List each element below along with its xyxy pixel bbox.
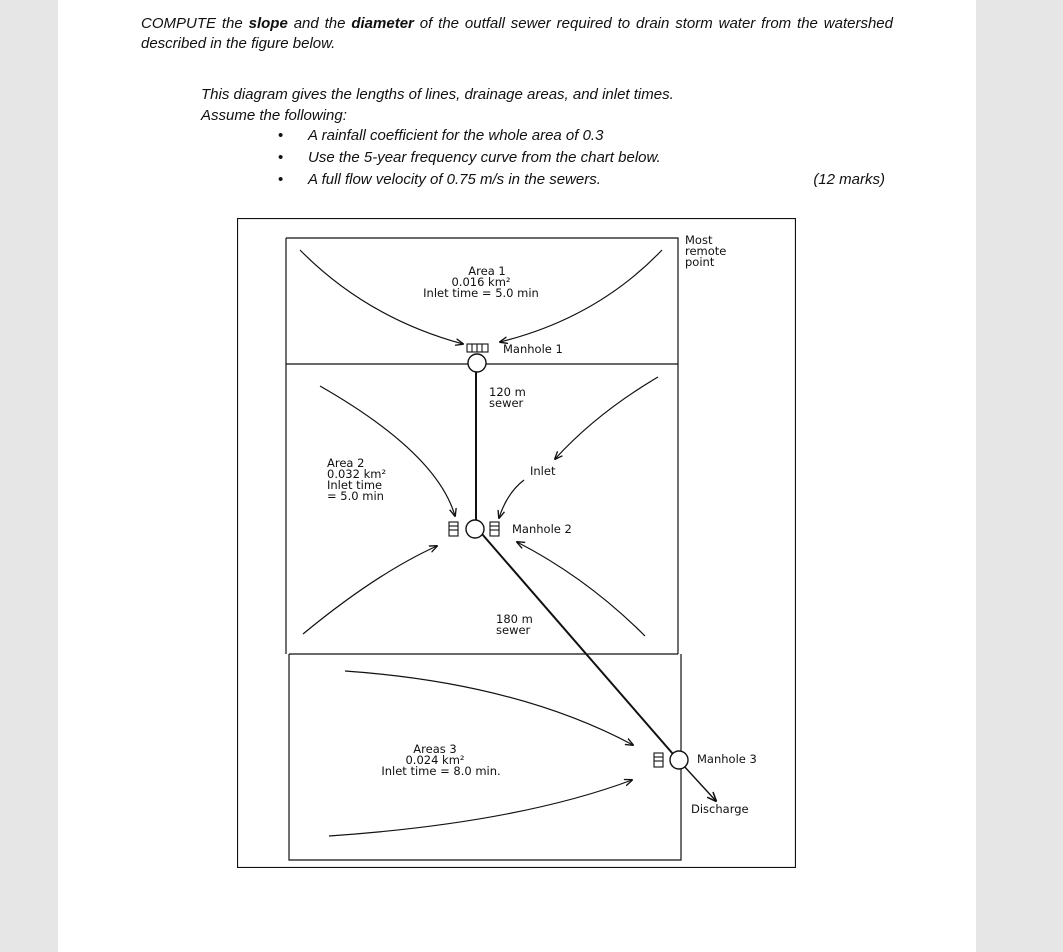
area-1-name: Area 1 — [468, 264, 506, 278]
manhole-2-label: Manhole 2 — [512, 522, 572, 536]
most-remote-label-3: point — [685, 255, 715, 269]
question-slope-emphasis: slope — [248, 15, 288, 32]
question-prefix: COMPUTE the — [141, 15, 249, 32]
watershed-diagram — [237, 218, 796, 868]
manhole-3-label: Manhole 3 — [697, 752, 757, 766]
area-2-size: 0.032 km² — [327, 467, 387, 481]
inlet-grate-icon — [490, 522, 499, 536]
manhole-2-icon — [466, 520, 484, 538]
most-remote-label-1: Most — [685, 233, 713, 247]
manhole-1-icon — [468, 354, 486, 372]
sewer-2-label: sewer — [496, 623, 531, 637]
bullet-icon: • — [278, 127, 284, 144]
manhole-1-label: Manhole 1 — [503, 342, 563, 356]
sewer-line-2 — [482, 534, 673, 754]
most-remote-label-2: remote — [685, 244, 727, 258]
marks-label: (12 marks) — [813, 171, 885, 188]
manhole-3-icon — [670, 751, 688, 769]
flow-arrows — [300, 250, 662, 836]
inlet-label: Inlet — [530, 464, 556, 478]
area-2-inlet-time-2: = 5.0 min — [327, 489, 384, 503]
area-3-name: Areas 3 — [413, 742, 457, 756]
sewer-1-label: sewer — [489, 396, 524, 410]
question-diameter-emphasis: diameter — [351, 15, 414, 32]
bullet-icon: • — [278, 149, 284, 166]
discharge-label: Discharge — [691, 802, 749, 816]
assumption-item: • A full flow velocity of 0.75 m/s in the sewers. — [278, 169, 918, 191]
inlet-grate-icon — [654, 753, 663, 767]
assumption-item: • A rainfall coefficient for the whole area of 0.3 — [278, 125, 918, 147]
discharge-arrow — [683, 765, 716, 801]
area-3-inlet-time: Inlet time = 8.0 min. — [381, 764, 501, 778]
area-3-size: 0.024 km² — [405, 753, 465, 767]
figure-frame — [238, 219, 796, 868]
question-intro — [201, 84, 801, 126]
assumption-item: • Use the 5-year frequency curve from the chart below. — [278, 147, 918, 169]
sewer-2-length: 180 m — [496, 612, 533, 626]
area-2-inlet-time-1: Inlet time — [327, 478, 383, 492]
document-page — [58, 0, 976, 952]
intro-line-2: Assume the following: — [201, 107, 347, 124]
area-1-inlet-time: Inlet time = 5.0 min — [423, 286, 539, 300]
sewer-1-length: 120 m — [489, 385, 526, 399]
question-middle: and the — [287, 15, 352, 32]
intro-line-1: This diagram gives the lengths of lines, drainage areas, and inlet times. — [201, 86, 674, 103]
area-2-name: Area 2 — [327, 456, 365, 470]
bullet-icon: • — [278, 171, 284, 188]
area-1-size: 0.016 km² — [451, 275, 511, 289]
inlet-grate-icon — [449, 522, 458, 536]
question-suffix: of the outfall sewer required to drain storm water from the watershed described in the figure below. — [141, 15, 893, 52]
question-text — [141, 14, 893, 54]
inlet-grate-icon — [467, 344, 488, 352]
